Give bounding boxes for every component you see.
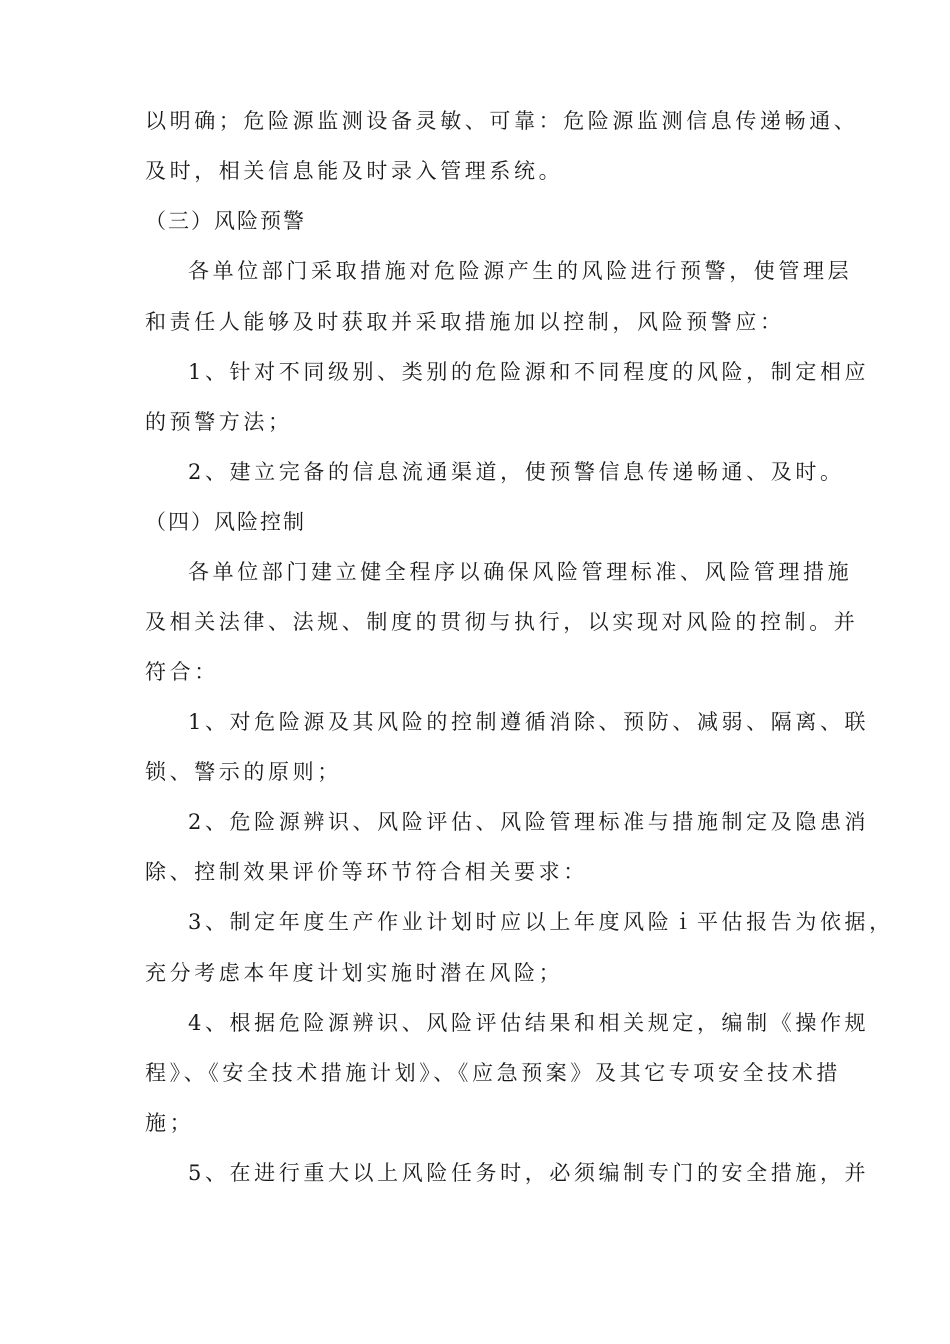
text-line: 程》、《安全技术措施计划》、《应急预案》及其它专项安全技术措 [145,1061,841,1085]
text-line: 锁、警示的原则； [145,760,342,784]
paragraph-start: 各单位部门采取措施对危险源产生的风险进行预警，使管理层 [188,259,853,283]
text-line: 的预警方法； [145,410,293,434]
list-item: 2、建立完备的信息流通渠道，使预警信息传递畅通、及时。 [188,460,845,484]
text-line: 施； [145,1111,195,1135]
list-item: 3、制定年度生产作业计划时应以上年度风险ｉ平估报告为依据， [188,910,894,934]
text-line: 以明确；危险源监测设备灵敏、可靠：危险源监测信息传递畅通、 [145,109,859,133]
text-line: 及相关法律、法规、制度的贯彻与执行，以实现对风险的控制。并 [145,610,859,634]
text-line: 及时，相关信息能及时录入管理系统。 [145,159,564,183]
list-item: 5、在进行重大以上风险任务时，必须编制专门的安全措施，并 [188,1161,870,1185]
list-item: 4、根据危险源辨识、风险评估结果和相关规定，编制《操作规 [188,1011,870,1035]
list-item: 1、对危险源及其风险的控制遵循消除、预防、减弱、隔离、联 [188,710,870,734]
text-line: 除、控制效果评价等环节符合相关要求： [145,860,588,884]
text-line: 符合： [145,660,219,684]
section-heading: （四）风险控制 [145,510,306,534]
paragraph-start: 各单位部门建立健全程序以确保风险管理标准、风险管理措施 [188,560,853,584]
text-line: 和责任人能够及时获取并采取措施加以控制，风险预警应： [145,310,785,334]
text-line: 充分考虑本年度计划实施时潜在风险； [145,961,564,985]
list-item: 2、危险源辨识、风险评估、风险管理标准与措施制定及隐患消 [188,810,870,834]
list-item: 1、针对不同级别、类别的危险源和不同程度的风险，制定相应 [188,360,870,384]
section-heading: （三）风险预警 [145,209,306,233]
